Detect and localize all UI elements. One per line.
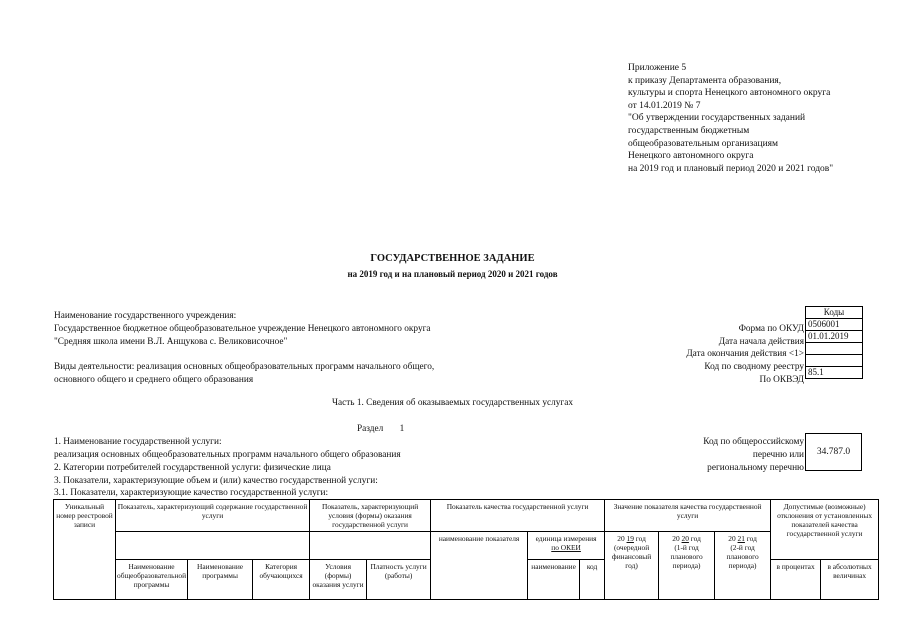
institution-name-line2: "Средняя школа имени В.Л. Анщукова с. Великовисочное" — [54, 337, 288, 347]
col-unit-name: наименование — [528, 560, 580, 600]
code-end-date-value — [806, 343, 863, 355]
quality-indicators-table — [53, 499, 879, 600]
okpd-code-value: 34.787.0 — [805, 433, 862, 471]
header-year-3 — [715, 532, 771, 600]
code-okved-value: 85.1 — [806, 367, 863, 379]
section-number: 1 — [399, 424, 405, 434]
col-deviation-percent: в процентах — [771, 560, 821, 600]
institution-label: Наименование государственного учреждения: — [54, 311, 237, 321]
item-1: 1. Наименование государственной услуги: — [54, 437, 222, 447]
item-2: 2. Категории потребителей государственной услуги: физические лица — [54, 463, 331, 473]
activities-line1: Виды деятельности: реализация основных общеобразовательных программ начального общего, — [54, 362, 435, 372]
year-2-note: (1-й год планового периода) — [670, 543, 703, 570]
code-okud-value: 0506001 — [806, 319, 863, 331]
header-indicator-name: наименование показателя — [431, 532, 528, 600]
header-quality-indicator: Показатель качества государственной услуги — [431, 500, 605, 532]
year-3-suffix: 21 — [737, 534, 745, 543]
col-program-name-2: Наименование программы — [188, 560, 253, 600]
year-2-prefix: 20 — [672, 534, 680, 543]
section-label — [357, 424, 404, 434]
col-deviation-absolute: в абсолютных величинах — [821, 560, 879, 600]
item-3: 3. Показатели, характеризующие объем и (или) качество государственной услуги: — [54, 476, 378, 486]
appendix-line: культуры и спорта Ненецкого автономного округа — [628, 88, 831, 99]
header-conditions-indicator: Показатель, характеризующий условия (формы) оказания государственной услуги — [310, 500, 431, 532]
header-unit — [528, 532, 605, 560]
year-1-word: год — [635, 534, 646, 543]
header-unique-number: Уникальный номер реестровой записи — [54, 500, 116, 600]
year-1-suffix: 19 — [626, 534, 634, 543]
okpd-label-line3: региональному перечню — [707, 463, 804, 473]
col-unit-code: код — [580, 560, 605, 600]
institution-name-line1: Государственное бюджетное общеобразовательное учреждение Ненецкого автономного округа — [54, 324, 431, 334]
year-3-prefix: 20 — [728, 534, 736, 543]
col-program-name: Наименование общеобразовательной программы — [116, 560, 188, 600]
appendix-block — [628, 62, 833, 175]
code-label-okud: Форма по ОКУД — [738, 324, 804, 334]
header-allowed-deviation: Допустимые (возможные) отклонения от установленных показателей качества государственной услуги — [771, 500, 879, 560]
year-2-word: год — [690, 534, 701, 543]
document-title: ГОСУДАРСТВЕННОЕ ЗАДАНИЕ — [370, 253, 535, 264]
appendix-line: от 14.01.2019 № 7 — [628, 100, 701, 111]
item-3-1: 3.1. Показатели, характеризующие качество государственной услуги: — [54, 488, 329, 498]
appendix-line: государственным бюджетным — [628, 125, 750, 136]
appendix-line: общеобразовательным организациям — [628, 138, 779, 149]
codes-header: Коды — [806, 307, 863, 319]
col-service-paid: Платность услуги (работы) — [367, 560, 431, 600]
codes-table — [805, 306, 863, 379]
appendix-line: Приложение 5 — [628, 63, 687, 73]
col-service-conditions: Условия (формы) оказания услуги — [310, 560, 367, 600]
header-okei: по ОКЕИ — [551, 543, 581, 552]
okpd-label-line1: Код по общероссийскому — [703, 437, 804, 447]
col-student-category: Категория обучающихся — [253, 560, 310, 600]
appendix-line: на 2019 год и плановый период 2020 и 2021 годов" — [628, 163, 834, 174]
code-label-end-date: Дата окончания действия <1> — [686, 349, 804, 359]
appendix-line: к приказу Департамента образования, — [628, 75, 782, 86]
code-start-date-value: 01.01.2019 — [806, 331, 863, 343]
document-subtitle: на 2019 год и на плановый период 2020 и 2021 годов — [347, 269, 558, 279]
code-label-start-date: Дата начала действия — [718, 337, 804, 347]
header-conditions-spacer — [310, 532, 431, 560]
code-label-registry: Код по сводному реестру — [704, 362, 804, 372]
section-word: Раздел — [357, 424, 384, 434]
header-year-2 — [659, 532, 715, 600]
code-registry-value — [806, 355, 863, 367]
year-3-note: (2-й год планового периода) — [726, 543, 759, 570]
header-year-1 — [605, 532, 659, 600]
year-3-word: год — [746, 534, 757, 543]
appendix-line: "Об утверждении государственных заданий — [628, 113, 806, 124]
part-title: Часть 1. Сведения об оказываемых государственных услугах — [331, 398, 574, 408]
header-unit-text: единица измерения — [535, 534, 597, 543]
item-1-value: реализация основных общеобразовательных программ начального общего образования — [54, 450, 401, 460]
header-quality-values: Значение показателя качества государственной услуги — [605, 500, 771, 532]
okpd-label-line2: перечню или — [752, 450, 804, 460]
year-2-suffix: 20 — [681, 534, 689, 543]
code-label-okved: По ОКВЭД — [759, 375, 804, 385]
header-content-indicator: Показатель, характеризующий содержание государственной услуги — [116, 500, 310, 532]
year-1-note: (очередной финансовый год) — [611, 543, 652, 570]
appendix-line: Ненецкого автономного округа — [628, 151, 754, 162]
activities-line2: основного общего и среднего общего образования — [54, 375, 254, 385]
header-content-spacer — [116, 532, 310, 560]
year-1-prefix: 20 — [617, 534, 625, 543]
